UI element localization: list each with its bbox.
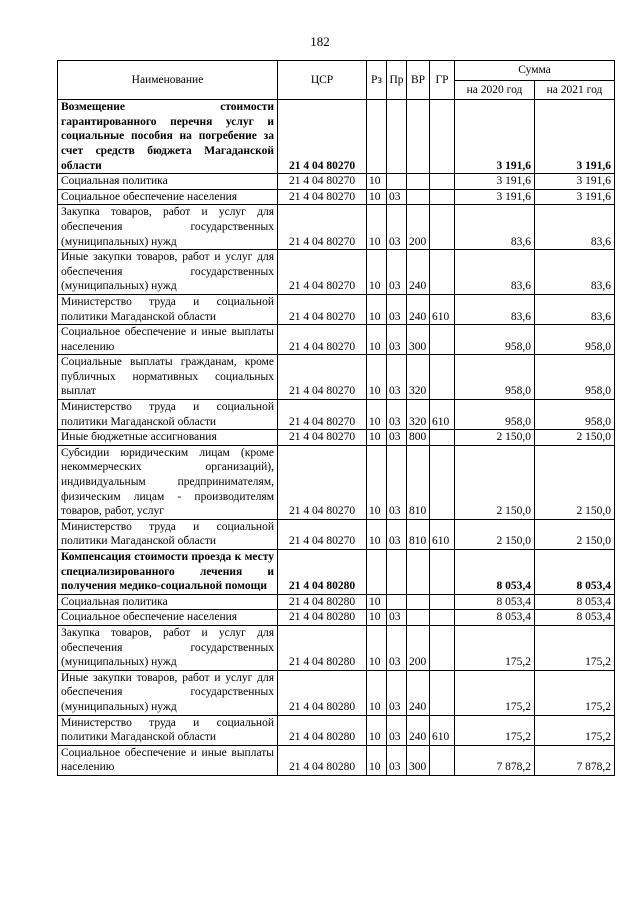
row-sum-2021: 2 150,0 (535, 430, 615, 446)
row-sum-2020: 3 191,6 (455, 174, 535, 190)
row-name: Социальное обеспечение населения (58, 189, 278, 205)
table-row (58, 294, 615, 324)
header-name: Наименование (58, 61, 278, 100)
row-vr: 240 (407, 670, 430, 715)
row-sum-2021: 175,2 (535, 670, 615, 715)
row-gr (430, 445, 455, 519)
row-pr (387, 550, 407, 595)
header-gr: ГР (430, 61, 455, 100)
header-rz: Рз (367, 61, 387, 100)
row-rz: 10 (367, 400, 387, 430)
row-pr: 03 (387, 610, 407, 626)
row-gr: 610 (430, 519, 455, 549)
row-vr: 240 (407, 715, 430, 745)
row-gr (430, 174, 455, 190)
row-sum-2021: 83,6 (535, 205, 615, 250)
row-name: Министерство труда и социальной политики Магаданской области (58, 519, 278, 549)
row-sum-2020: 2 150,0 (455, 519, 535, 549)
row-sum-2021: 3 191,6 (535, 100, 615, 174)
row-vr (407, 610, 430, 626)
header-csr: ЦСР (278, 61, 367, 100)
table-row (58, 610, 615, 626)
row-sum-2020: 83,6 (455, 294, 535, 324)
table-row (58, 430, 615, 446)
header-sum: Сумма (455, 61, 615, 81)
table-row (58, 670, 615, 715)
row-pr: 03 (387, 250, 407, 295)
table-row (58, 519, 615, 549)
table-row (58, 445, 615, 519)
header-year-2021: на 2021 год (535, 80, 615, 100)
row-vr: 810 (407, 519, 430, 549)
row-sum-2020: 175,2 (455, 625, 535, 670)
row-csr: 21 4 04 80270 (278, 250, 367, 295)
row-sum-2020: 83,6 (455, 205, 535, 250)
row-gr: 610 (430, 294, 455, 324)
row-gr (430, 325, 455, 355)
row-csr: 21 4 04 80280 (278, 745, 367, 775)
row-sum-2021: 2 150,0 (535, 445, 615, 519)
row-sum-2021: 2 150,0 (535, 519, 615, 549)
table-row (58, 745, 615, 775)
row-pr: 03 (387, 430, 407, 446)
row-name: Иные закупки товаров, работ и услуг для обеспечения государственных (муниципальных) нужд (58, 250, 278, 295)
table-row (58, 205, 615, 250)
row-csr: 21 4 04 80270 (278, 400, 367, 430)
row-vr (407, 174, 430, 190)
row-rz (367, 550, 387, 595)
row-sum-2021: 8 053,4 (535, 550, 615, 595)
row-gr (430, 550, 455, 595)
row-csr: 21 4 04 80270 (278, 355, 367, 400)
row-vr: 200 (407, 205, 430, 250)
row-gr: 610 (430, 400, 455, 430)
row-gr (430, 100, 455, 174)
row-sum-2020: 83,6 (455, 250, 535, 295)
row-name: Закупка товаров, работ и услуг для обеспечения государственных (муниципальных) нужд (58, 205, 278, 250)
row-vr: 240 (407, 250, 430, 295)
row-csr: 21 4 04 80270 (278, 205, 367, 250)
table-row (58, 625, 615, 670)
row-rz: 10 (367, 355, 387, 400)
row-csr: 21 4 04 80280 (278, 550, 367, 595)
row-vr (407, 100, 430, 174)
row-rz: 10 (367, 519, 387, 549)
row-sum-2020: 175,2 (455, 670, 535, 715)
header-year-2020: на 2020 год (455, 80, 535, 100)
row-pr: 03 (387, 445, 407, 519)
table-row (58, 174, 615, 190)
row-rz: 10 (367, 625, 387, 670)
row-vr (407, 189, 430, 205)
row-pr: 03 (387, 189, 407, 205)
header-vr: ВР (407, 61, 430, 100)
row-sum-2020: 958,0 (455, 355, 535, 400)
row-sum-2021: 7 878,2 (535, 745, 615, 775)
row-pr (387, 594, 407, 610)
table-row (58, 355, 615, 400)
row-csr: 21 4 04 80270 (278, 445, 367, 519)
row-name: Министерство труда и социальной политики Магаданской области (58, 400, 278, 430)
row-csr: 21 4 04 80270 (278, 100, 367, 174)
row-sum-2021: 8 053,4 (535, 610, 615, 626)
row-sum-2021: 8 053,4 (535, 594, 615, 610)
row-pr: 03 (387, 400, 407, 430)
row-sum-2021: 175,2 (535, 715, 615, 745)
row-gr (430, 625, 455, 670)
row-rz: 10 (367, 670, 387, 715)
table-header (58, 61, 615, 100)
row-csr: 21 4 04 80280 (278, 670, 367, 715)
row-sum-2020: 2 150,0 (455, 445, 535, 519)
table-row (58, 594, 615, 610)
row-sum-2020: 958,0 (455, 400, 535, 430)
table-body (58, 100, 615, 776)
row-vr: 300 (407, 745, 430, 775)
row-rz (367, 100, 387, 174)
row-gr (430, 610, 455, 626)
row-rz: 10 (367, 445, 387, 519)
row-pr: 03 (387, 519, 407, 549)
row-sum-2020: 7 878,2 (455, 745, 535, 775)
row-rz: 10 (367, 430, 387, 446)
row-gr (430, 250, 455, 295)
row-sum-2020: 175,2 (455, 715, 535, 745)
row-sum-2020: 3 191,6 (455, 189, 535, 205)
row-rz: 10 (367, 189, 387, 205)
row-rz: 10 (367, 594, 387, 610)
budget-table (57, 60, 615, 776)
row-rz: 10 (367, 610, 387, 626)
row-rz: 10 (367, 294, 387, 324)
row-sum-2021: 3 191,6 (535, 189, 615, 205)
row-sum-2021: 175,2 (535, 625, 615, 670)
row-csr: 21 4 04 80280 (278, 715, 367, 745)
row-name: Социальная политика (58, 594, 278, 610)
header-pr: Пр (387, 61, 407, 100)
row-pr: 03 (387, 355, 407, 400)
row-pr: 03 (387, 625, 407, 670)
row-csr: 21 4 04 80270 (278, 430, 367, 446)
row-rz: 10 (367, 715, 387, 745)
row-gr (430, 189, 455, 205)
row-gr (430, 670, 455, 715)
page-number: 182 (310, 34, 330, 49)
table-row (58, 250, 615, 295)
row-name: Социальная политика (58, 174, 278, 190)
row-name: Иные закупки товаров, работ и услуг для обеспечения государственных (муниципальных) нужд (58, 670, 278, 715)
row-rz: 10 (367, 325, 387, 355)
row-csr: 21 4 04 80270 (278, 325, 367, 355)
row-sum-2020: 958,0 (455, 325, 535, 355)
table-row (58, 715, 615, 745)
row-vr: 800 (407, 430, 430, 446)
row-csr: 21 4 04 80280 (278, 594, 367, 610)
row-csr: 21 4 04 80270 (278, 174, 367, 190)
row-sum-2021: 958,0 (535, 400, 615, 430)
row-rz: 10 (367, 205, 387, 250)
row-pr: 03 (387, 294, 407, 324)
row-csr: 21 4 04 80280 (278, 610, 367, 626)
row-sum-2020: 8 053,4 (455, 610, 535, 626)
table-row (58, 550, 615, 595)
row-name: Министерство труда и социальной политики Магаданской области (58, 294, 278, 324)
row-name: Социальные выплаты гражданам, кроме публичных нормативных социальных выплат (58, 355, 278, 400)
row-vr: 240 (407, 294, 430, 324)
row-gr (430, 745, 455, 775)
row-sum-2021: 958,0 (535, 355, 615, 400)
row-rz: 10 (367, 174, 387, 190)
row-vr: 320 (407, 400, 430, 430)
row-gr (430, 430, 455, 446)
row-gr: 610 (430, 715, 455, 745)
row-pr: 03 (387, 325, 407, 355)
row-gr (430, 355, 455, 400)
row-name: Субсидии юридическим лицам (кроме некоммерческих организаций), индивидуальным предпринимателям, физическим лицам - производителям товаров, работ, услуг (58, 445, 278, 519)
row-name: Социальное обеспечение населения (58, 610, 278, 626)
row-sum-2021: 958,0 (535, 325, 615, 355)
row-name: Компенсация стоимости проезда к месту специализированного лечения и получения медико-социальной помощи (58, 550, 278, 595)
row-sum-2021: 3 191,6 (535, 174, 615, 190)
row-pr (387, 174, 407, 190)
table-row (58, 400, 615, 430)
row-name: Закупка товаров, работ и услуг для обеспечения государственных (муниципальных) нужд (58, 625, 278, 670)
row-vr: 200 (407, 625, 430, 670)
row-sum-2020: 8 053,4 (455, 594, 535, 610)
row-name: Иные бюджетные ассигнования (58, 430, 278, 446)
row-sum-2021: 83,6 (535, 250, 615, 295)
row-sum-2020: 3 191,6 (455, 100, 535, 174)
row-pr: 03 (387, 205, 407, 250)
row-rz: 10 (367, 250, 387, 295)
table-row (58, 189, 615, 205)
row-pr: 03 (387, 745, 407, 775)
row-sum-2021: 83,6 (535, 294, 615, 324)
row-pr: 03 (387, 715, 407, 745)
row-name: Социальное обеспечение и иные выплаты населению (58, 745, 278, 775)
row-rz: 10 (367, 745, 387, 775)
row-name: Возмещение стоимости гарантированного перечня услуг и социальные пособия на погребение за счет средств бюджета Магаданской области (58, 100, 278, 174)
row-sum-2020: 2 150,0 (455, 430, 535, 446)
row-csr: 21 4 04 80270 (278, 294, 367, 324)
row-csr: 21 4 04 80270 (278, 519, 367, 549)
table-row (58, 100, 615, 174)
row-csr: 21 4 04 80280 (278, 625, 367, 670)
row-gr (430, 594, 455, 610)
row-pr (387, 100, 407, 174)
row-name: Социальное обеспечение и иные выплаты населению (58, 325, 278, 355)
row-pr: 03 (387, 670, 407, 715)
row-vr (407, 594, 430, 610)
row-csr: 21 4 04 80270 (278, 189, 367, 205)
row-vr: 810 (407, 445, 430, 519)
row-vr (407, 550, 430, 595)
row-name: Министерство труда и социальной политики Магаданской области (58, 715, 278, 745)
row-sum-2020: 8 053,4 (455, 550, 535, 595)
row-vr: 300 (407, 325, 430, 355)
row-vr: 320 (407, 355, 430, 400)
table-row (58, 325, 615, 355)
row-gr (430, 205, 455, 250)
